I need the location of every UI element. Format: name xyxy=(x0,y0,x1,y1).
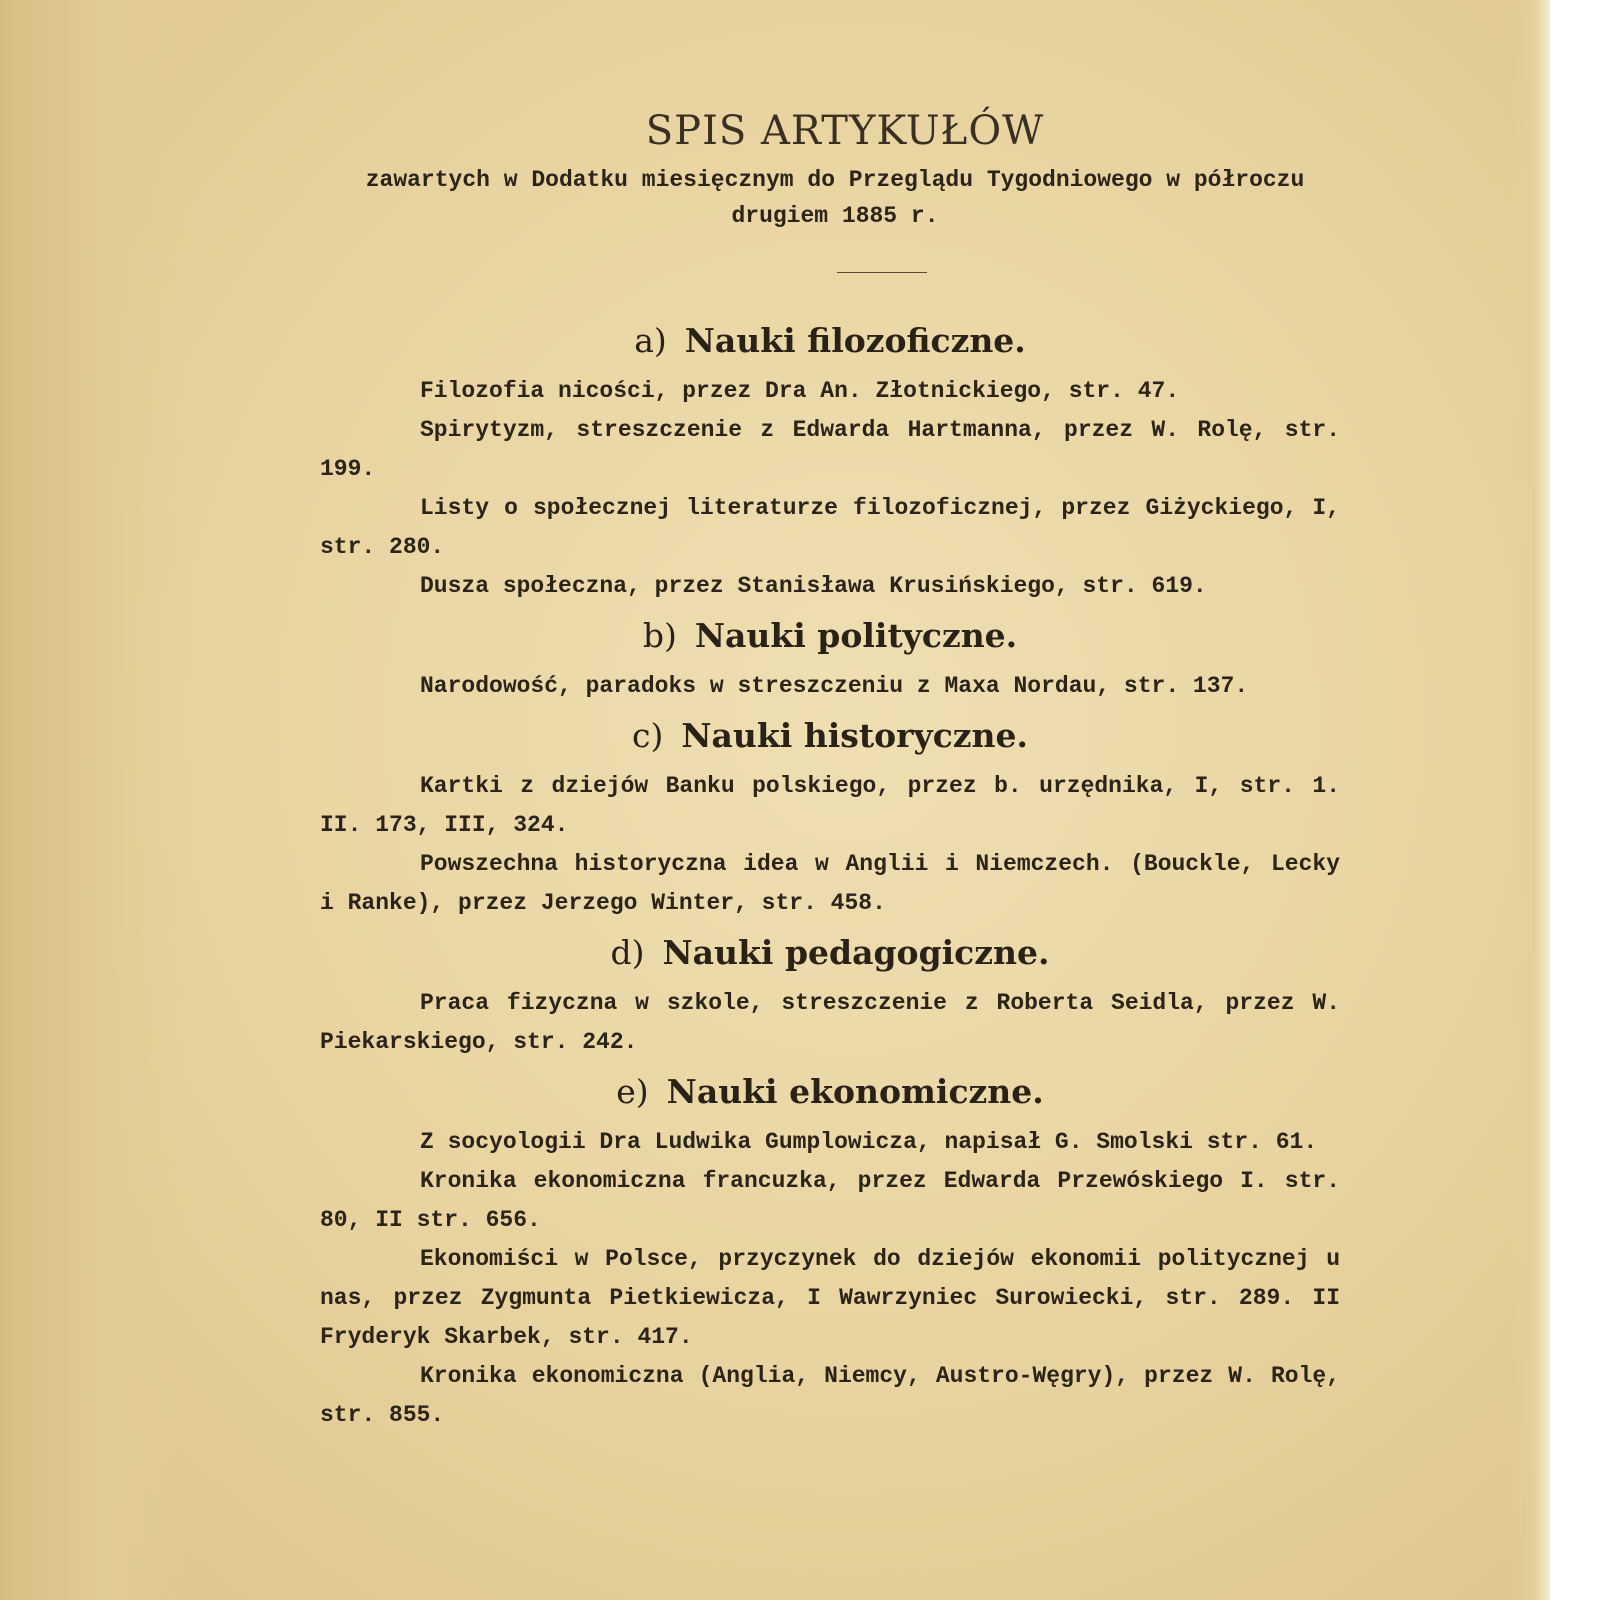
section-b xyxy=(320,616,1340,706)
section-heading xyxy=(320,616,1340,655)
section-heading xyxy=(320,716,1340,755)
section-heading xyxy=(320,321,1340,360)
section-name-rest: pedagogiczne. xyxy=(784,933,1050,972)
page-edge xyxy=(1510,0,1550,1600)
section-letter: d) xyxy=(610,933,645,972)
article-entry: Kronika ekonomiczna (Anglia, Niemcy, Austro-Węgry), przez W. Rolę, str. 855. xyxy=(320,1363,1340,1428)
document-subtitle: zawartych w Dodatku miesięcznym do Przeglądu Tygodniowego w półroczu drugiem 1885 r. xyxy=(365,167,1305,229)
article-entry: Dusza społeczna, przez Stanisława Krusińskiego, str. 619. xyxy=(420,573,1207,599)
section-name-first-word: Nauki xyxy=(681,716,793,755)
section-heading xyxy=(320,933,1340,972)
page-text-block xyxy=(320,100,1340,1435)
document-title: SPIS ARTYKUŁÓW xyxy=(645,108,1045,154)
section-name-rest: polityczne. xyxy=(817,616,1018,655)
section-d xyxy=(320,933,1340,1062)
section-letter: a) xyxy=(634,321,667,360)
article-entry: Filozofia nicości, przez Dra An. Złotnickiego, str. 47. xyxy=(420,378,1180,404)
title-divider xyxy=(837,272,927,273)
section-name-first-word: Nauki xyxy=(694,616,806,655)
section-name-first-word: Nauki xyxy=(662,933,774,972)
section-letter: c) xyxy=(631,716,664,755)
article-entry: Spirytyzm, streszczenie z Edwarda Hartmanna, przez W. Rolę, str. 199. xyxy=(320,417,1340,482)
section-a xyxy=(320,321,1340,606)
section-name-first-word: Nauki xyxy=(666,1072,778,1111)
article-entry: Kronika ekonomiczna francuzka, przez Edwarda Przewóskiego I. str. 80, II str. 656. xyxy=(320,1168,1340,1233)
article-entry: Narodowość, paradoks w streszczeniu z Maxa Nordau, str. 137. xyxy=(420,673,1249,699)
article-entry: Praca fizyczna w szkole, streszczenie z Roberta Seidla, przez W. Piekarskiego, str. 242. xyxy=(320,990,1340,1055)
section-name-rest: ekonomiczne. xyxy=(789,1072,1044,1111)
article-entry: Ekonomiści w Polsce, przyczynek do dziejów ekonomii politycznej u nas, przez Zygmunta Pietkiewicza, I Wawrzyniec Surowiecki, str. 289. II Fryderyk Skarbek, str. 417. xyxy=(320,1246,1340,1350)
section-name-rest: filozoficzne. xyxy=(807,321,1026,360)
book-gutter-shadow xyxy=(0,0,190,1600)
section-heading xyxy=(320,1072,1340,1111)
article-entry: Listy o społecznej literaturze filozoficznej, przez Giżyckiego, I, str. 280. xyxy=(320,495,1340,560)
section-name-first-word: Nauki xyxy=(684,321,796,360)
section-e xyxy=(320,1072,1340,1435)
article-entry: Kartki z dziejów Banku polskiego, przez b. urzędnika, I, str. 1. II. 173, III, 324. xyxy=(320,773,1340,838)
article-entry: Z socyologii Dra Ludwika Gumplowicza, napisał G. Smolski str. 61. xyxy=(420,1129,1318,1155)
section-letter: e) xyxy=(616,1072,649,1111)
article-entry: Powszechna historyczna idea w Anglii i Niemczech. (Bouckle, Lecky i Ranke), przez Jerzego Winter, str. 458. xyxy=(320,851,1340,916)
sections-list xyxy=(320,321,1340,1435)
section-c xyxy=(320,716,1340,923)
section-letter: b) xyxy=(642,616,677,655)
section-name-rest: historyczne. xyxy=(803,716,1029,755)
